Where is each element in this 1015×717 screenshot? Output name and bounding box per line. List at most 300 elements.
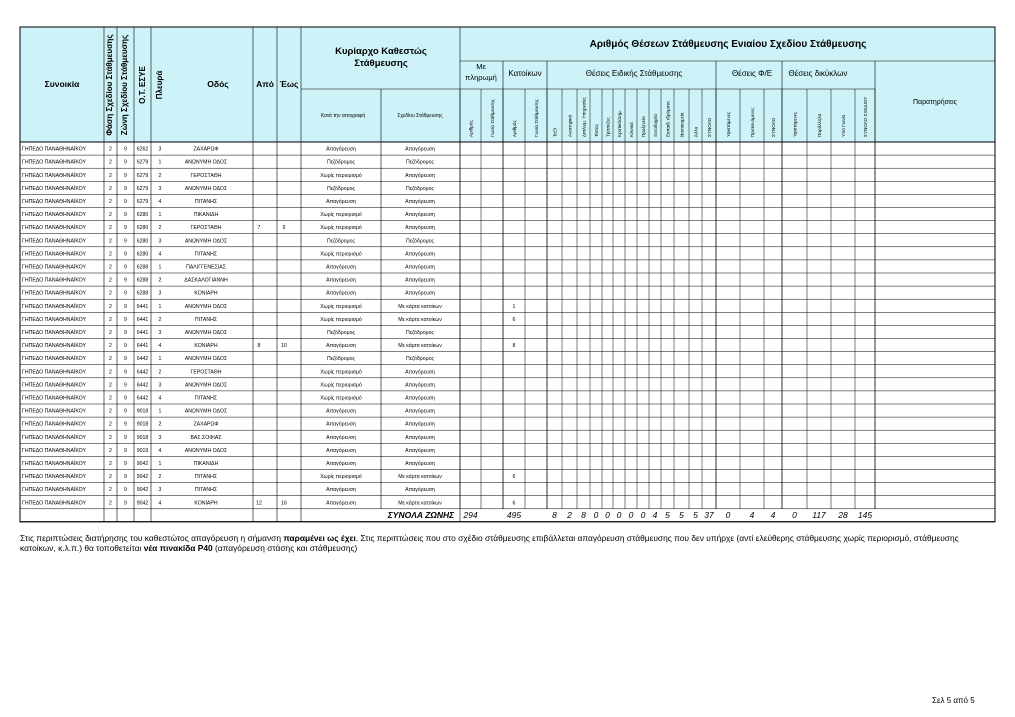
subheader-label: Νοσοκομεία	[679, 112, 685, 137]
totals-value: 0	[725, 509, 731, 520]
row-zone: 9	[124, 264, 127, 271]
row-side: 2	[158, 421, 162, 428]
row-ot: 9042	[136, 500, 149, 507]
row-phase: 2	[109, 487, 112, 494]
row-phase: 2	[109, 408, 112, 415]
row-current: Πεζόδρομος	[327, 238, 355, 245]
row-zone: 9	[124, 329, 127, 336]
row-plan: Πεζόδρομος	[406, 159, 434, 166]
row-side: 3	[158, 329, 162, 336]
row-zone: 9	[124, 172, 127, 179]
subheader-label: Αριθμός	[512, 120, 517, 137]
row-side: 2	[158, 225, 162, 232]
row-area: ΓΗΠΕΔΟ ΠΑΝΑΘΗΝΑΪΚΟΥ	[22, 251, 87, 258]
subheader-label: ΣΥΝΟΛΟ ΣΧΕΔΙΟΥ	[863, 96, 868, 137]
row-plan: Απαγόρευση	[405, 172, 435, 179]
row-side: 1	[158, 264, 162, 271]
row-side: 4	[158, 198, 162, 205]
row-ot: 6279	[136, 198, 149, 205]
row-ot: 9018	[136, 434, 149, 441]
row-katoikon: 1	[512, 303, 516, 310]
totals-value: 8	[581, 509, 586, 520]
totals-value: 5	[665, 509, 670, 520]
row-ot: 6280	[136, 225, 149, 232]
row-current: Πεζόδρομος	[327, 356, 355, 363]
row-side: 4	[158, 500, 162, 507]
row-current: Απαγόρευση	[326, 487, 356, 494]
subheader-label: Κρατικά/Δημ.	[617, 110, 622, 137]
row-phase: 2	[109, 172, 112, 179]
note-part3: (απαγόρευση στάσης και στάθμευσης)	[212, 543, 358, 553]
row-area: ΓΗΠΕΔΟ ΠΑΝΑΘΗΝΑΪΚΟΥ	[22, 225, 87, 232]
row-street: ΠΙΤΑΝΗΣ	[194, 251, 218, 258]
row-side: 1	[158, 408, 162, 415]
row-side: 2	[158, 316, 162, 323]
row-area: ΓΗΠΕΔΟ ΠΑΝΑΘΗΝΑΪΚΟΥ	[22, 172, 87, 179]
row-street: ΔΑΣΚΑΛΟΓΙΑΝΝΗ	[184, 277, 228, 284]
header-kata-apografi: Κατά την απογραφή	[320, 113, 366, 119]
row-side: 3	[158, 487, 162, 494]
row-plan: Απαγόρευση	[405, 421, 435, 428]
row-street: ΑΝΩΝΥΜΗ ΟΔΟΣ	[184, 238, 228, 245]
subheader-label: Προτεινόμενες	[750, 107, 755, 137]
row-street: ΑΝΩΝΥΜΗ ΟΔΟΣ	[184, 185, 228, 192]
totals-value: 0	[640, 509, 646, 520]
row-zone: 9	[124, 500, 127, 507]
row-area: ΓΗΠΕΔΟ ΠΑΝΑΘΗΝΑΪΚΟΥ	[22, 198, 87, 205]
subheader-label: Γωνία Στάθμευσης	[490, 99, 495, 137]
row-area: ΓΗΠΕΔΟ ΠΑΝΑΘΗΝΑΪΚΟΥ	[22, 369, 87, 376]
row-plan: Απαγόρευση	[405, 264, 435, 271]
row-zone: 9	[124, 408, 127, 415]
totals-value: 0	[616, 509, 622, 520]
row-plan: Απαγόρευση	[405, 369, 435, 376]
row-current: Χωρίς περιορισμό	[320, 172, 362, 179]
row-ot: 6279	[136, 172, 149, 179]
totals-value: 0	[605, 509, 610, 520]
row-area: ΓΗΠΕΔΟ ΠΑΝΑΘΗΝΑΪΚΟΥ	[22, 264, 87, 271]
row-side: 3	[158, 146, 162, 153]
row-area: ΓΗΠΕΔΟ ΠΑΝΑΘΗΝΑΪΚΟΥ	[22, 421, 87, 428]
row-side: 1	[158, 159, 162, 166]
row-current: Απαγόρευση	[326, 264, 356, 271]
header-eos: Έως	[279, 79, 299, 89]
totals-value: 294	[463, 509, 478, 520]
row-current: Απαγόρευση	[326, 434, 356, 441]
totals-value: 117	[812, 509, 826, 520]
row-zone: 9	[124, 447, 127, 454]
footnote	[20, 533, 995, 553]
row-ot: 6288	[136, 264, 149, 271]
row-plan: Απαγόρευση	[405, 447, 435, 454]
row-ot: 9018	[136, 408, 149, 415]
row-current: Χωρίς περιορισμό	[320, 212, 362, 219]
row-katoikon: 8	[512, 343, 516, 350]
row-side: 3	[158, 290, 162, 297]
row-street: ΚΟΝΙΑΡΗ	[194, 500, 218, 507]
header-eidikis: Θέσεις Ειδικής Στάθμευσης	[585, 69, 683, 78]
subheader-label: ΣΥΝΟΛΟ	[771, 117, 776, 137]
row-eos: 10	[281, 343, 287, 350]
row-phase: 2	[109, 382, 112, 389]
row-side: 2	[158, 277, 162, 284]
row-current: Απαγόρευση	[326, 198, 356, 205]
row-current: Απαγόρευση	[326, 447, 356, 454]
row-area: ΓΗΠΕΔΟ ΠΑΝΑΘΗΝΑΪΚΟΥ	[22, 316, 87, 323]
row-current: Απαγόρευση	[326, 421, 356, 428]
row-street: ΠΙΚΑΝΙΔΗ	[193, 460, 219, 467]
subheader-label: ΣΥΝΟΛΟ	[707, 117, 712, 137]
note-part1: Στις περιπτώσεις διατήρησης του καθεστώτος απαγόρευση η σήμανση	[20, 533, 284, 543]
row-zone: 9	[124, 369, 127, 376]
row-phase: 2	[109, 290, 112, 297]
row-plan: Απαγόρευση	[405, 251, 435, 258]
totals-value: 0	[792, 509, 797, 520]
row-zone: 9	[124, 434, 127, 441]
row-side: 1	[158, 303, 162, 310]
row-phase: 2	[109, 212, 112, 219]
row-plan: Απαγόρευση	[405, 395, 435, 402]
row-plan: Απαγόρευση	[405, 277, 435, 284]
row-eos: 16	[281, 500, 287, 507]
row-street: ΚΟΝΙΑΡΗ	[194, 290, 218, 297]
row-ot: 6442	[136, 369, 149, 376]
subheader-label: Αναπηρικά	[567, 114, 573, 137]
row-phase: 2	[109, 434, 112, 441]
row-phase: 2	[109, 447, 112, 454]
row-ot: 6279	[136, 185, 149, 192]
row-street: ΠΙΤΑΝΗΣ	[194, 487, 218, 494]
row-street: ΑΝΩΝΥΜΗ ΟΔΟΣ	[184, 382, 228, 389]
row-side: 1	[158, 212, 162, 219]
row-zone: 9	[124, 356, 127, 363]
row-zone: 9	[124, 277, 127, 284]
row-katoikon: 6	[512, 474, 516, 481]
row-plan: Απαγόρευση	[405, 408, 435, 415]
subheader-label: Υφιστάμενες	[726, 111, 731, 137]
row-plan: Απαγόρευση	[405, 487, 435, 494]
row-street: ΠΑΛΙΓΓΕΝΕΣΙΑΣ	[186, 264, 226, 271]
row-zone: 9	[124, 303, 127, 310]
header-katoikon: Κατοίκων	[508, 69, 542, 78]
row-current: Απαγόρευση	[326, 146, 356, 153]
row-zone: 9	[124, 316, 127, 323]
row-plan: Πεζόδρομος	[406, 185, 434, 192]
totals-value: 5	[679, 509, 684, 520]
header-sxediou: Σχεδίου Στάθμευσης	[397, 113, 443, 119]
row-current: Πεζόδρομος	[327, 159, 355, 166]
totals-value: 0	[628, 509, 634, 520]
totals-value: 0	[593, 509, 599, 520]
header-plirwmi-1: Με	[476, 62, 486, 71]
row-plan: Απαγόρευση	[405, 434, 435, 441]
row-plan: Με κάρτα κατοίκων	[398, 303, 442, 310]
row-zone: 9	[124, 343, 127, 350]
subheader-label: Εκπαιδ. ιδρύματα	[665, 101, 671, 137]
row-side: 4	[158, 251, 162, 258]
row-phase: 2	[109, 474, 112, 481]
row-plan: Απαγόρευση	[405, 225, 435, 232]
header-kyriarxo-2: Στάθμευσης	[354, 58, 408, 69]
row-ot: 9019	[136, 447, 149, 454]
row-area: ΓΗΠΕΔΟ ΠΑΝΑΘΗΝΑΪΚΟΥ	[22, 356, 87, 363]
row-zone: 9	[124, 251, 127, 258]
row-area: ΓΗΠΕΔΟ ΠΑΝΑΘΗΝΑΪΚΟΥ	[22, 500, 87, 507]
row-ot: 6441	[136, 329, 149, 336]
subheader-label: Γωνία Στάθμευσης	[534, 99, 539, 137]
row-zone: 9	[124, 185, 127, 192]
row-ot: 9042	[136, 460, 149, 467]
row-phase: 2	[109, 264, 112, 271]
subheader-label: Ξενοδοχεία	[653, 113, 658, 137]
row-plan: Απαγόρευση	[405, 146, 435, 153]
row-side: 4	[158, 343, 162, 350]
row-plan: Με κάρτα κατοίκων	[398, 500, 442, 507]
header-pleura: Πλευρά	[155, 70, 164, 100]
header-fe: Θέσεις Φ/Ε	[731, 69, 773, 78]
totals-value: 2	[567, 509, 572, 520]
row-ot: 9018	[136, 421, 149, 428]
row-side: 1	[158, 460, 162, 467]
row-street: ΓΕΡΟΣΤΑΘΗ	[190, 369, 222, 376]
row-street: ΑΝΩΝΥΜΗ ΟΔΟΣ	[184, 356, 228, 363]
row-zone: 9	[124, 238, 127, 245]
row-area: ΓΗΠΕΔΟ ΠΑΝΑΘΗΝΑΪΚΟΥ	[22, 408, 87, 415]
row-phase: 2	[109, 343, 112, 350]
row-plan: Με κάρτα κατοίκων	[398, 316, 442, 323]
row-zone: 9	[124, 487, 127, 494]
row-area: ΓΗΠΕΔΟ ΠΑΝΑΘΗΝΑΪΚΟΥ	[22, 146, 87, 153]
row-street: ΠΙΚΑΝΙΔΗ	[193, 212, 219, 219]
row-plan: Πεζόδρομος	[406, 329, 434, 336]
row-plan: Με κάρτα κατοίκων	[398, 474, 442, 481]
row-phase: 2	[109, 316, 112, 323]
row-zone: 9	[124, 474, 127, 481]
subheader-label: Υφιστάμενες	[792, 111, 798, 137]
row-area: ΓΗΠΕΔΟ ΠΑΝΑΘΗΝΑΪΚΟΥ	[22, 290, 87, 297]
row-street: ΑΝΩΝΥΜΗ ΟΔΟΣ	[184, 329, 228, 336]
row-katoikon: 6	[512, 316, 516, 323]
row-plan: Πεζόδρομος	[406, 356, 434, 363]
row-ot: 9042	[136, 487, 149, 494]
row-side: 2	[158, 172, 162, 179]
row-phase: 2	[109, 460, 112, 467]
row-apo: 7	[257, 225, 261, 232]
row-ot: 6262	[136, 146, 149, 153]
row-street: ΠΙΤΑΝΗΣ	[194, 474, 218, 481]
note-bold2: νέα πινακίδα Ρ40	[143, 543, 213, 553]
totals-value: 5	[693, 509, 698, 520]
row-zone: 9	[124, 198, 127, 205]
row-area: ΓΗΠΕΔΟ ΠΑΝΑΘΗΝΑΪΚΟΥ	[22, 395, 87, 402]
row-eos: 9	[282, 225, 286, 232]
note-part2: . Στις περιπτώσεις που στο σχέδιο στάθμευσης επιβάλλεται απαγόρευση στάθμευσης που δεν υπήρχε (αντί ελεύθερης στάθμευσης χωρίς περιορισμό, στάθμευσης κατοίκων, κ.λ.π.) θα τοποθετείται	[20, 533, 959, 553]
row-area: ΓΗΠΕΔΟ ΠΑΝΑΘΗΝΑΪΚΟΥ	[22, 238, 87, 245]
row-side: 1	[158, 356, 162, 363]
row-phase: 2	[109, 329, 112, 336]
row-current: Χωρίς περιορισμό	[320, 395, 362, 402]
totals-value: 495	[506, 509, 522, 520]
row-zone: 9	[124, 460, 127, 467]
row-side: 3	[158, 434, 162, 441]
header-dikyklon: Θέσεις δικύκλων	[788, 69, 848, 78]
row-side: 4	[158, 395, 162, 402]
row-current: Χωρίς περιορισμό	[320, 474, 362, 481]
row-ot: 6280	[136, 251, 149, 258]
row-area: ΓΗΠΕΔΟ ΠΑΝΑΘΗΝΑΪΚΟΥ	[22, 343, 87, 350]
subheader-label: Άλλο	[693, 126, 699, 137]
row-side: 3	[158, 185, 162, 192]
row-plan: Απαγόρευση	[405, 382, 435, 389]
row-street: ΠΙΤΑΝΗΣ	[194, 316, 218, 323]
row-current: Απαγόρευση	[326, 460, 356, 467]
subheader-label: Αριθμός	[468, 120, 474, 137]
header-paratiriseis: Παρατηρήσεις	[912, 99, 958, 106]
row-area: ΓΗΠΕΔΟ ΠΑΝΑΘΗΝΑΪΚΟΥ	[22, 329, 87, 336]
row-current: Χωρίς περιορισμό	[320, 303, 362, 310]
row-phase: 2	[109, 303, 112, 310]
header-ot: Ο.Τ. ΕΣΥΕ	[138, 66, 147, 104]
totals-value: 28	[838, 509, 848, 520]
row-current: Πεζόδρομος	[327, 185, 355, 192]
row-current: Χωρίς περιορισμό	[320, 316, 362, 323]
header-zone: Ζώνη Σχεδίου Στάθμευσης	[120, 34, 129, 136]
row-katoikon: 6	[512, 500, 516, 507]
row-phase: 2	[109, 185, 112, 192]
row-ot: 9042	[136, 474, 149, 481]
row-zone: 9	[124, 395, 127, 402]
row-phase: 2	[109, 251, 112, 258]
row-phase: 2	[109, 159, 112, 166]
row-street: ΑΝΩΝΥΜΗ ΟΔΟΣ	[184, 447, 228, 454]
row-phase: 2	[109, 238, 112, 245]
row-plan: Απαγόρευση	[405, 290, 435, 297]
row-phase: 2	[109, 277, 112, 284]
row-ot: 6288	[136, 277, 149, 284]
row-area: ΓΗΠΕΔΟ ΠΑΝΑΘΗΝΑΪΚΟΥ	[22, 159, 87, 166]
header-synoikia: Συνοικία	[44, 79, 80, 89]
row-street: ΒΑΣ.ΣΟΦΙΑΣ	[190, 434, 222, 441]
row-apo: 8	[257, 343, 261, 350]
row-area: ΓΗΠΕΔΟ ΠΑΝΑΘΗΝΑΪΚΟΥ	[22, 212, 87, 219]
row-zone: 9	[124, 225, 127, 232]
subheader-label: Τύπος	[594, 124, 599, 137]
row-zone: 9	[124, 212, 127, 219]
row-current: Χωρίς περιορισμό	[320, 382, 362, 389]
row-side: 4	[158, 447, 162, 454]
subheader-label: Κλινικά	[629, 122, 634, 137]
row-phase: 2	[109, 421, 112, 428]
row-phase: 2	[109, 500, 112, 507]
row-street: ΖΑΧΑΡΩΦ	[193, 146, 219, 153]
row-zone: 9	[124, 159, 127, 166]
subheader-label: ΤαΞί	[552, 128, 558, 137]
row-phase: 2	[109, 395, 112, 402]
totals-value: 145	[857, 509, 873, 520]
header-arithmos: Αριθμός Θέσεων Στάθμευσης Ενιαίου Σχεδίου Στάθμευσης	[589, 39, 867, 50]
row-area: ΓΗΠΕΔΟ ΠΑΝΑΘΗΝΑΪΚΟΥ	[22, 303, 87, 310]
totals-value: 8	[552, 509, 557, 520]
row-ot: 6441	[136, 303, 149, 310]
row-zone: 9	[124, 146, 127, 153]
row-side: 3	[158, 238, 162, 245]
subheader-label: Τράπεζες	[605, 117, 611, 137]
row-current: Απαγόρευση	[326, 408, 356, 415]
row-current: Απαγόρευση	[326, 277, 356, 284]
row-plan: Απαγόρευση	[405, 460, 435, 467]
row-area: ΓΗΠΕΔΟ ΠΑΝΑΘΗΝΑΪΚΟΥ	[22, 382, 87, 389]
row-current: Πεζόδρομος	[327, 329, 355, 336]
row-phase: 2	[109, 198, 112, 205]
row-plan: Απαγόρευση	[405, 212, 435, 219]
row-apo: 12	[256, 500, 262, 507]
row-area: ΓΗΠΕΔΟ ΠΑΝΑΘΗΝΑΪΚΟΥ	[22, 487, 87, 494]
row-current: Χωρίς περιορισμό	[320, 251, 362, 258]
row-street: ΓΕΡΟΣΤΑΘΗ	[190, 225, 222, 232]
row-area: ΓΗΠΕΔΟ ΠΑΝΑΘΗΝΑΪΚΟΥ	[22, 434, 87, 441]
row-plan: Πεζόδρομος	[406, 238, 434, 245]
subheader-label: Προξενεία	[641, 116, 646, 137]
row-ot: 6442	[136, 395, 149, 402]
header-apo: Από	[256, 79, 274, 89]
row-area: ΓΗΠΕΔΟ ΠΑΝΑΘΗΝΑΪΚΟΥ	[22, 460, 87, 467]
row-phase: 2	[109, 225, 112, 232]
row-phase: 2	[109, 146, 112, 153]
row-ot: 6441	[136, 316, 149, 323]
row-ot: 6442	[136, 356, 149, 363]
row-ot: 6441	[136, 343, 149, 350]
header-plirwmi-2: πληρωμή	[465, 73, 497, 82]
row-current: Χωρίς περιορισμό	[320, 225, 362, 232]
row-zone: 9	[124, 382, 127, 389]
row-current: Απαγόρευση	[326, 290, 356, 297]
totals-value: 4	[749, 509, 755, 520]
row-zone: 9	[124, 421, 127, 428]
row-ot: 6280	[136, 212, 149, 219]
subheader-label: Παράλληλα	[817, 113, 822, 137]
row-street: ΠΙΤΑΝΗΣ	[194, 198, 218, 205]
row-street: ΚΟΝΙΑΡΗ	[194, 343, 218, 350]
row-phase: 2	[109, 356, 112, 363]
row-side: 2	[158, 369, 162, 376]
header-kyriarxo-1: Κυρίαρχο Καθεστώς	[335, 46, 427, 57]
row-area: ΓΗΠΕΔΟ ΠΑΝΑΘΗΝΑΪΚΟΥ	[22, 474, 87, 481]
row-street: ΓΕΡΟΣΤΑΘΗ	[190, 172, 222, 179]
row-current: Χωρίς περιορισμό	[320, 369, 362, 376]
totals-value: 4	[770, 509, 776, 520]
row-plan: Απαγόρευση	[405, 198, 435, 205]
row-current: Απαγόρευση	[326, 343, 356, 350]
row-ot: 6288	[136, 290, 149, 297]
row-area: ΓΗΠΕΔΟ ΠΑΝΑΘΗΝΑΪΚΟΥ	[22, 185, 87, 192]
row-zone: 9	[124, 290, 127, 297]
row-side: 3	[158, 382, 162, 389]
row-ot: 6442	[136, 382, 149, 389]
row-phase: 2	[109, 369, 112, 376]
row-street: ΑΝΩΝΥΜΗ ΟΔΟΣ	[184, 408, 228, 415]
row-street: ΑΝΩΝΥΜΗ ΟΔΟΣ	[184, 303, 228, 310]
subheader-label: Υπό Γωνία	[841, 114, 846, 137]
row-ot: 6280	[136, 238, 149, 245]
totals-value: 37	[704, 509, 714, 520]
header-odos: Οδός	[207, 79, 229, 89]
row-street: ΠΙΤΑΝΗΣ	[194, 395, 218, 402]
row-plan: Με κάρτα κατοίκων	[398, 343, 442, 350]
totals-value: 4	[652, 509, 658, 520]
subheader-label: Διπλωμ. Υπηρεσίες	[581, 97, 587, 137]
row-street: ΖΑΧΑΡΩΦ	[193, 421, 219, 428]
page-number: Σελ 5 από 5	[932, 696, 975, 705]
